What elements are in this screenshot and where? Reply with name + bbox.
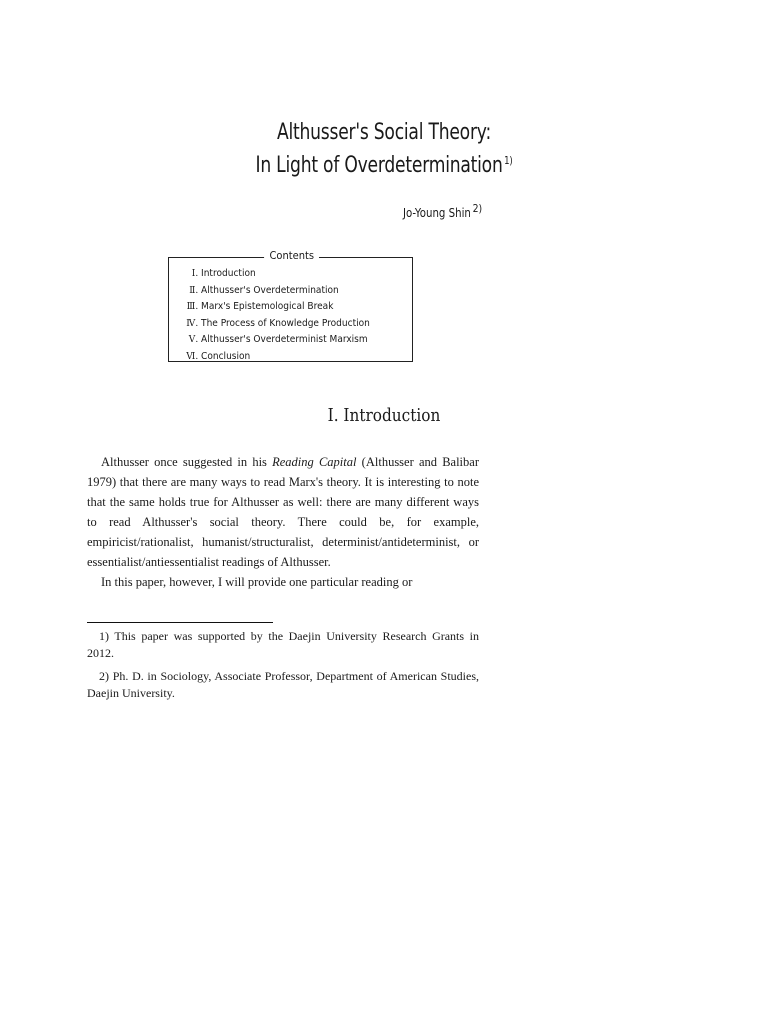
section-heading: I. Introduction <box>327 405 441 426</box>
contents-item-number: Ⅵ. <box>186 350 199 362</box>
contents-item <box>183 332 401 349</box>
paper-title-line-2-text: In Light of Overdetermination <box>255 153 503 178</box>
contents-item <box>183 316 401 333</box>
author-footnote-marker: 2) <box>472 202 482 215</box>
contents-item <box>183 283 401 300</box>
footnote-2: 2) Ph. D. in Sociology, Associate Professor, Department of American Studies, Daejin University. <box>87 669 479 700</box>
contents-item-number: Ⅳ. <box>186 317 199 329</box>
body-text <box>87 452 479 592</box>
contents-item-label: Conclusion <box>201 350 251 362</box>
contents-item <box>183 299 401 316</box>
paragraph-1 <box>87 452 479 572</box>
paragraph-1-text-b: (Althusser and Balibar 1979) that there are many ways to read Marx's theory. It is interesting to note that the same holds true for Althusser as well: there are many different ways to read Althusser's social theory. There could be, for example, empiricist/rationalist, humanist/structuralist, determinist/antideterminist, or essentialist/antiessentialist readings of Althusser. <box>87 455 479 569</box>
paper-title-line-2 <box>84 153 683 178</box>
contents-heading: Contents <box>264 249 319 262</box>
contents-item-label: Marx's Epistemological Break <box>201 301 334 312</box>
contents-list <box>169 258 412 365</box>
contents-item-number: Ⅲ. <box>186 301 199 312</box>
author-name: Jo-Young Shin <box>402 206 471 220</box>
footnotes <box>87 628 479 708</box>
paragraph-2: In this paper, however, I will provide one particular reading or <box>101 575 413 589</box>
paper-title-line-1: Althusser's Social Theory: <box>276 120 491 145</box>
footnote-1: 1) This paper was supported by the Daejin University Research Grants in 2012. <box>87 629 479 660</box>
contents-item <box>183 266 401 283</box>
book-title-italic: Reading Capital <box>272 455 357 469</box>
contents-item-label: Althusser's Overdeterminist Marxism <box>201 334 368 345</box>
contents-item-label: Althusser's Overdetermination <box>201 284 339 296</box>
contents-item-label: Introduction <box>201 268 256 279</box>
paragraph-1-text-a: Althusser once suggested in his <box>101 455 273 469</box>
footnote-divider <box>87 622 273 623</box>
title-footnote-marker: 1) <box>504 153 513 167</box>
contents-item <box>183 349 401 366</box>
contents-item-label: The Process of Knowledge Production <box>201 317 370 329</box>
contents-item-number: Ⅴ. <box>188 334 199 345</box>
contents-item-number: Ⅰ. <box>191 268 199 279</box>
contents-item-number: Ⅱ. <box>189 284 199 296</box>
author-line <box>403 202 482 220</box>
contents-box <box>168 249 413 362</box>
